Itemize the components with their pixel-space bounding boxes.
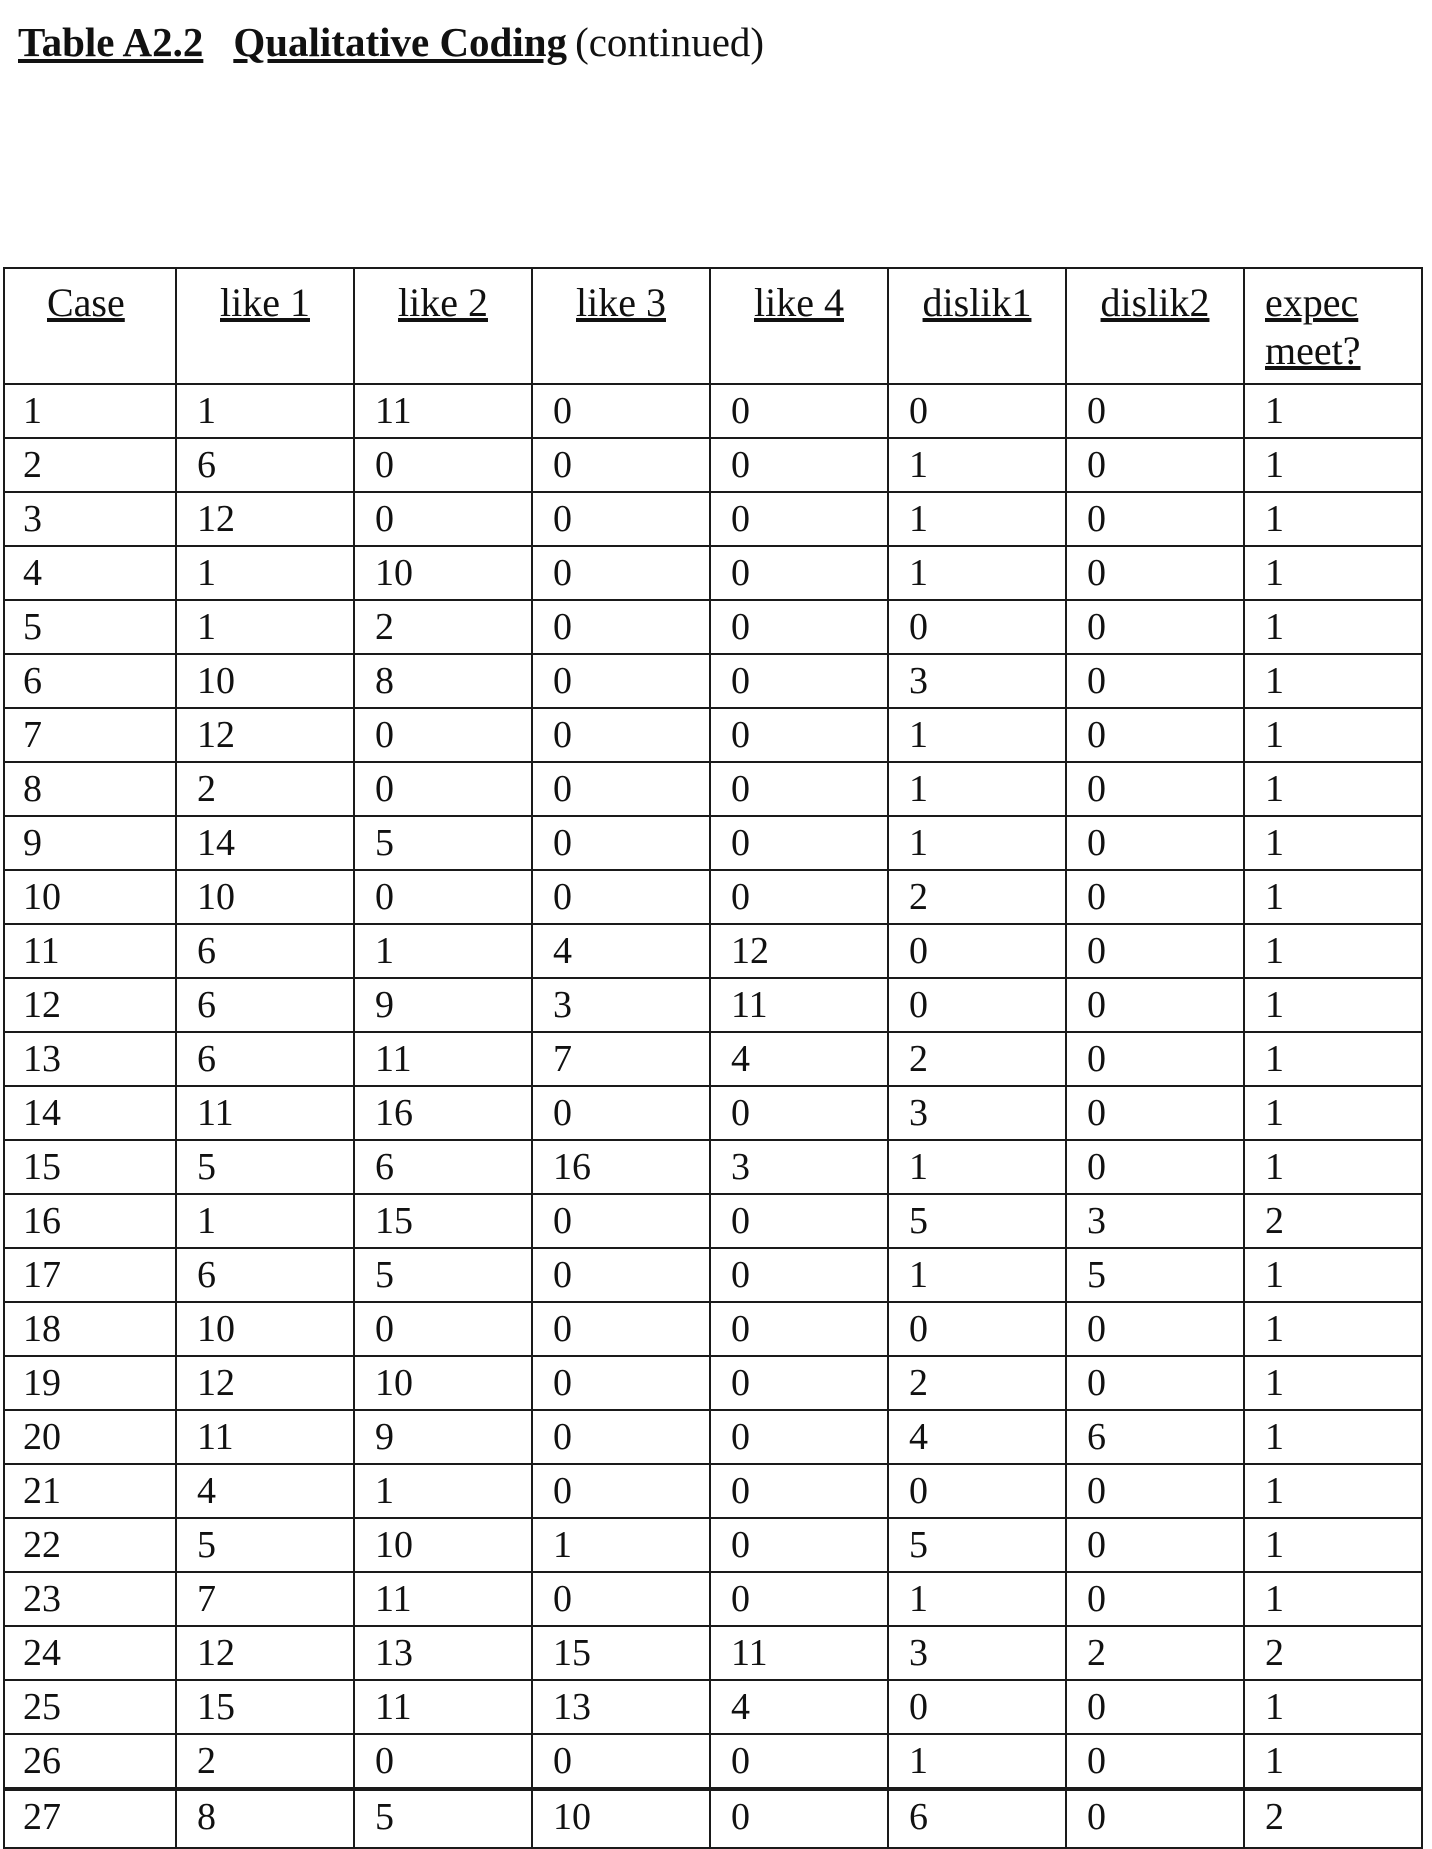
table-cell: 16	[354, 1086, 532, 1140]
table-cell: 1	[888, 1572, 1066, 1626]
table-cell: 1	[1244, 1356, 1422, 1410]
table-cell: 15	[532, 1626, 710, 1680]
column-header-like-4: like 4	[710, 268, 888, 384]
table-cell: 2	[4, 438, 176, 492]
table-cell: 1	[1244, 708, 1422, 762]
table-cell: 5	[888, 1194, 1066, 1248]
column-header-like-2: like 2	[354, 268, 532, 384]
table-cell: 7	[176, 1572, 354, 1626]
table-cell: 0	[1066, 1356, 1244, 1410]
table-row	[4, 654, 1422, 708]
table-cell: 6	[4, 654, 176, 708]
table-cell: 0	[888, 1464, 1066, 1518]
table-cell: 1	[1244, 1140, 1422, 1194]
table-cell: 0	[532, 762, 710, 816]
table-cell: 1	[354, 1464, 532, 1518]
table-cell: 1	[354, 924, 532, 978]
table-cell: 2	[888, 1032, 1066, 1086]
table-cell: 0	[710, 1518, 888, 1572]
table-cell: 4	[888, 1410, 1066, 1464]
table-cell: 6	[176, 1248, 354, 1302]
table-cell: 6	[176, 438, 354, 492]
table-cell: 0	[532, 654, 710, 708]
table-cell: 1	[888, 492, 1066, 546]
table-cell: 0	[532, 1410, 710, 1464]
table-cell: 1	[888, 1248, 1066, 1302]
table-cell: 0	[710, 492, 888, 546]
table-cell: 24	[4, 1626, 176, 1680]
table-cell: 0	[354, 1734, 532, 1789]
table-row	[4, 1356, 1422, 1410]
table-cell: 1	[1244, 978, 1422, 1032]
table-cell: 5	[176, 1518, 354, 1572]
table-row	[4, 384, 1422, 438]
table-row	[4, 762, 1422, 816]
table-cell: 3	[1066, 1194, 1244, 1248]
column-header-expec-meet: expec meet?	[1244, 268, 1422, 384]
table-cell: 4	[176, 1464, 354, 1518]
table-cell: 1	[1244, 924, 1422, 978]
table-cell: 0	[532, 384, 710, 438]
table-cell: 15	[4, 1140, 176, 1194]
table-cell: 1	[532, 1518, 710, 1572]
table-row	[4, 870, 1422, 924]
table-cell: 0	[1066, 1464, 1244, 1518]
column-header-like-3: like 3	[532, 268, 710, 384]
table-cell: 9	[354, 978, 532, 1032]
table-cell: 19	[4, 1356, 176, 1410]
table-cell: 0	[1066, 708, 1244, 762]
table-cell: 1	[176, 600, 354, 654]
table-cell: 4	[710, 1680, 888, 1734]
table-cell: 11	[354, 1572, 532, 1626]
table-cell: 12	[176, 492, 354, 546]
table-cell: 5	[354, 1789, 532, 1848]
table-row	[4, 492, 1422, 546]
table-cell: 0	[1066, 600, 1244, 654]
table-row	[4, 1086, 1422, 1140]
table-cell: 2	[888, 1356, 1066, 1410]
table-cell: 6	[888, 1789, 1066, 1848]
table-cell: 21	[4, 1464, 176, 1518]
table-cell: 0	[532, 546, 710, 600]
table-cell: 0	[1066, 1572, 1244, 1626]
table-cell: 5	[4, 600, 176, 654]
table-cell: 14	[4, 1086, 176, 1140]
table-cell: 3	[710, 1140, 888, 1194]
table-cell: 2	[888, 870, 1066, 924]
table-cell: 26	[4, 1734, 176, 1789]
table-cell: 6	[1066, 1410, 1244, 1464]
table-cell: 0	[532, 1572, 710, 1626]
table-cell: 20	[4, 1410, 176, 1464]
table-cell: 1	[888, 1140, 1066, 1194]
table-caption	[18, 18, 764, 66]
table-cell: 18	[4, 1302, 176, 1356]
table-cell: 27	[4, 1789, 176, 1848]
table-cell: 5	[1066, 1248, 1244, 1302]
table-row	[4, 1140, 1422, 1194]
table-row	[4, 600, 1422, 654]
table-cell: 10	[4, 870, 176, 924]
table-cell: 2	[1244, 1194, 1422, 1248]
table-body	[4, 384, 1422, 1848]
table-cell: 1	[1244, 816, 1422, 870]
table-cell: 0	[1066, 1302, 1244, 1356]
table-cell: 1	[176, 1194, 354, 1248]
table-cell: 2	[354, 600, 532, 654]
table-cell: 13	[354, 1626, 532, 1680]
table-cell: 0	[1066, 978, 1244, 1032]
table-cell: 0	[710, 1789, 888, 1848]
table-cell: 0	[710, 870, 888, 924]
table-cell: 0	[888, 384, 1066, 438]
table-cell: 0	[1066, 1086, 1244, 1140]
table-cell: 11	[354, 1032, 532, 1086]
table-row	[4, 1572, 1422, 1626]
table-continued-note: (continued)	[575, 19, 765, 65]
table-cell: 0	[1066, 816, 1244, 870]
table-cell: 0	[532, 708, 710, 762]
table-cell: 5	[354, 816, 532, 870]
table-cell: 0	[1066, 762, 1244, 816]
column-header-dislik1: dislik1	[888, 268, 1066, 384]
table-cell: 1	[888, 708, 1066, 762]
table-row	[4, 1302, 1422, 1356]
table-cell: 11	[710, 978, 888, 1032]
table-row	[4, 1410, 1422, 1464]
table-row	[4, 816, 1422, 870]
table-cell: 0	[888, 924, 1066, 978]
table-cell: 8	[4, 762, 176, 816]
table-cell: 7	[532, 1032, 710, 1086]
table-cell: 0	[888, 1680, 1066, 1734]
table-cell: 25	[4, 1680, 176, 1734]
table-cell: 10	[354, 1356, 532, 1410]
table-row	[4, 1518, 1422, 1572]
table-cell: 0	[710, 384, 888, 438]
column-header-dislik2: dislik2	[1066, 268, 1244, 384]
table-cell: 0	[354, 870, 532, 924]
table-cell: 16	[4, 1194, 176, 1248]
table-cell: 0	[710, 1410, 888, 1464]
table-cell: 1	[176, 546, 354, 600]
table-cell: 0	[1066, 384, 1244, 438]
table-cell: 17	[4, 1248, 176, 1302]
table-row	[4, 1626, 1422, 1680]
table-cell: 15	[176, 1680, 354, 1734]
table-cell: 6	[176, 924, 354, 978]
table-cell: 1	[1244, 1410, 1422, 1464]
table-cell: 13	[4, 1032, 176, 1086]
table-cell: 10	[354, 546, 532, 600]
table-cell: 0	[532, 1248, 710, 1302]
table-row	[4, 1734, 1422, 1789]
table-cell: 1	[1244, 438, 1422, 492]
table-cell: 1	[1244, 1734, 1422, 1789]
table-row	[4, 1032, 1422, 1086]
table-cell: 5	[888, 1518, 1066, 1572]
table-cell: 1	[1244, 1248, 1422, 1302]
table-cell: 12	[4, 978, 176, 1032]
table-cell: 10	[176, 1302, 354, 1356]
table-cell: 0	[1066, 1680, 1244, 1734]
table-cell: 0	[1066, 1789, 1244, 1848]
table-cell: 4	[710, 1032, 888, 1086]
table-row	[4, 1194, 1422, 1248]
table-cell: 2	[1244, 1626, 1422, 1680]
table-cell: 6	[176, 978, 354, 1032]
table-cell: 11	[354, 384, 532, 438]
table-cell: 2	[1066, 1626, 1244, 1680]
table-cell: 1	[1244, 600, 1422, 654]
table-cell: 0	[532, 1464, 710, 1518]
table-cell: 0	[532, 438, 710, 492]
table-cell: 0	[532, 492, 710, 546]
table-cell: 1	[1244, 1518, 1422, 1572]
table-cell: 0	[354, 438, 532, 492]
table-cell: 1	[888, 438, 1066, 492]
table-cell: 10	[532, 1789, 710, 1848]
table-cell: 12	[176, 1356, 354, 1410]
table-cell: 0	[710, 1734, 888, 1789]
table-number: Table A2.2	[18, 19, 204, 65]
table-cell: 12	[176, 1626, 354, 1680]
table-cell: 2	[176, 762, 354, 816]
table-cell: 9	[4, 816, 176, 870]
table-row	[4, 924, 1422, 978]
table-cell: 0	[1066, 1734, 1244, 1789]
qualitative-coding-table	[3, 267, 1423, 1849]
table-cell: 0	[532, 1356, 710, 1410]
table-cell: 0	[532, 1086, 710, 1140]
table-cell: 8	[354, 654, 532, 708]
table-cell: 1	[176, 384, 354, 438]
table-cell: 9	[354, 1410, 532, 1464]
table-cell: 23	[4, 1572, 176, 1626]
table-cell: 1	[1244, 654, 1422, 708]
table-cell: 1	[1244, 870, 1422, 924]
table-cell: 10	[176, 654, 354, 708]
table-cell: 0	[532, 816, 710, 870]
table-cell: 0	[1066, 1032, 1244, 1086]
table-cell: 0	[710, 1356, 888, 1410]
table-cell: 0	[532, 1302, 710, 1356]
table-cell: 3	[888, 1626, 1066, 1680]
table-cell: 0	[354, 762, 532, 816]
table-cell: 13	[532, 1680, 710, 1734]
table-cell: 10	[354, 1518, 532, 1572]
table-cell: 0	[1066, 654, 1244, 708]
table-cell: 3	[888, 1086, 1066, 1140]
table-cell: 14	[176, 816, 354, 870]
table-cell: 0	[354, 708, 532, 762]
table-cell: 15	[354, 1194, 532, 1248]
table-cell: 0	[710, 1194, 888, 1248]
table-cell: 0	[710, 438, 888, 492]
table-row	[4, 1789, 1422, 1848]
table-cell: 0	[710, 1464, 888, 1518]
header-row	[4, 268, 1422, 384]
table-cell: 0	[710, 546, 888, 600]
table-cell: 0	[1066, 870, 1244, 924]
table-cell: 0	[710, 1302, 888, 1356]
table-cell: 0	[1066, 924, 1244, 978]
table-cell: 1	[1244, 1572, 1422, 1626]
table-row	[4, 438, 1422, 492]
table-cell: 12	[710, 924, 888, 978]
table-cell: 0	[532, 1734, 710, 1789]
table-cell: 6	[354, 1140, 532, 1194]
table-cell: 2	[1244, 1789, 1422, 1848]
table-row	[4, 1248, 1422, 1302]
column-header-case: Case	[4, 268, 176, 384]
table-cell: 1	[1244, 762, 1422, 816]
table-cell: 1	[888, 762, 1066, 816]
table-cell: 0	[710, 654, 888, 708]
table-cell: 3	[532, 978, 710, 1032]
table-cell: 0	[888, 978, 1066, 1032]
table-cell: 22	[4, 1518, 176, 1572]
table-cell: 11	[4, 924, 176, 978]
table-cell: 7	[4, 708, 176, 762]
table-cell: 0	[710, 1086, 888, 1140]
table-cell: 11	[354, 1680, 532, 1734]
table-cell: 1	[888, 1734, 1066, 1789]
table-cell: 0	[710, 600, 888, 654]
table-cell: 0	[710, 762, 888, 816]
table-cell: 16	[532, 1140, 710, 1194]
table-cell: 1	[4, 384, 176, 438]
table-cell: 3	[888, 654, 1066, 708]
table-row	[4, 978, 1422, 1032]
table-cell: 0	[1066, 1140, 1244, 1194]
table-cell: 1	[1244, 1302, 1422, 1356]
table-row	[4, 708, 1422, 762]
table-cell: 3	[4, 492, 176, 546]
column-header-like-1: like 1	[176, 268, 354, 384]
table-cell: 1	[1244, 1680, 1422, 1734]
table-cell: 0	[1066, 1518, 1244, 1572]
table-row	[4, 1464, 1422, 1518]
table-cell: 1	[1244, 1464, 1422, 1518]
table-cell: 0	[532, 1194, 710, 1248]
table-cell: 0	[354, 492, 532, 546]
table-cell: 11	[176, 1410, 354, 1464]
table-cell: 0	[1066, 438, 1244, 492]
table-cell: 6	[176, 1032, 354, 1086]
table-cell: 4	[4, 546, 176, 600]
table-cell: 0	[354, 1302, 532, 1356]
table-cell: 0	[888, 600, 1066, 654]
table-cell: 11	[176, 1086, 354, 1140]
table-cell: 5	[176, 1140, 354, 1194]
table-cell: 0	[710, 708, 888, 762]
table-row	[4, 546, 1422, 600]
table-cell: 0	[888, 1302, 1066, 1356]
table-cell: 11	[710, 1626, 888, 1680]
table-cell: 0	[710, 816, 888, 870]
table-cell: 1	[1244, 546, 1422, 600]
table-cell: 1	[1244, 384, 1422, 438]
table-cell: 8	[176, 1789, 354, 1848]
table-cell: 0	[710, 1248, 888, 1302]
table-cell: 1	[1244, 492, 1422, 546]
table-cell: 10	[176, 870, 354, 924]
table-cell: 1	[1244, 1086, 1422, 1140]
table-cell: 1	[1244, 1032, 1422, 1086]
table-cell: 0	[532, 600, 710, 654]
table-cell: 1	[888, 546, 1066, 600]
table-cell: 4	[532, 924, 710, 978]
table-cell: 0	[1066, 492, 1244, 546]
table-cell: 5	[354, 1248, 532, 1302]
table-title: Qualitative Coding	[233, 19, 568, 65]
table-cell: 0	[710, 1572, 888, 1626]
table-cell: 1	[888, 816, 1066, 870]
table-cell: 0	[532, 870, 710, 924]
table-cell: 12	[176, 708, 354, 762]
table-row	[4, 1680, 1422, 1734]
table-cell: 0	[1066, 546, 1244, 600]
table-cell: 2	[176, 1734, 354, 1789]
